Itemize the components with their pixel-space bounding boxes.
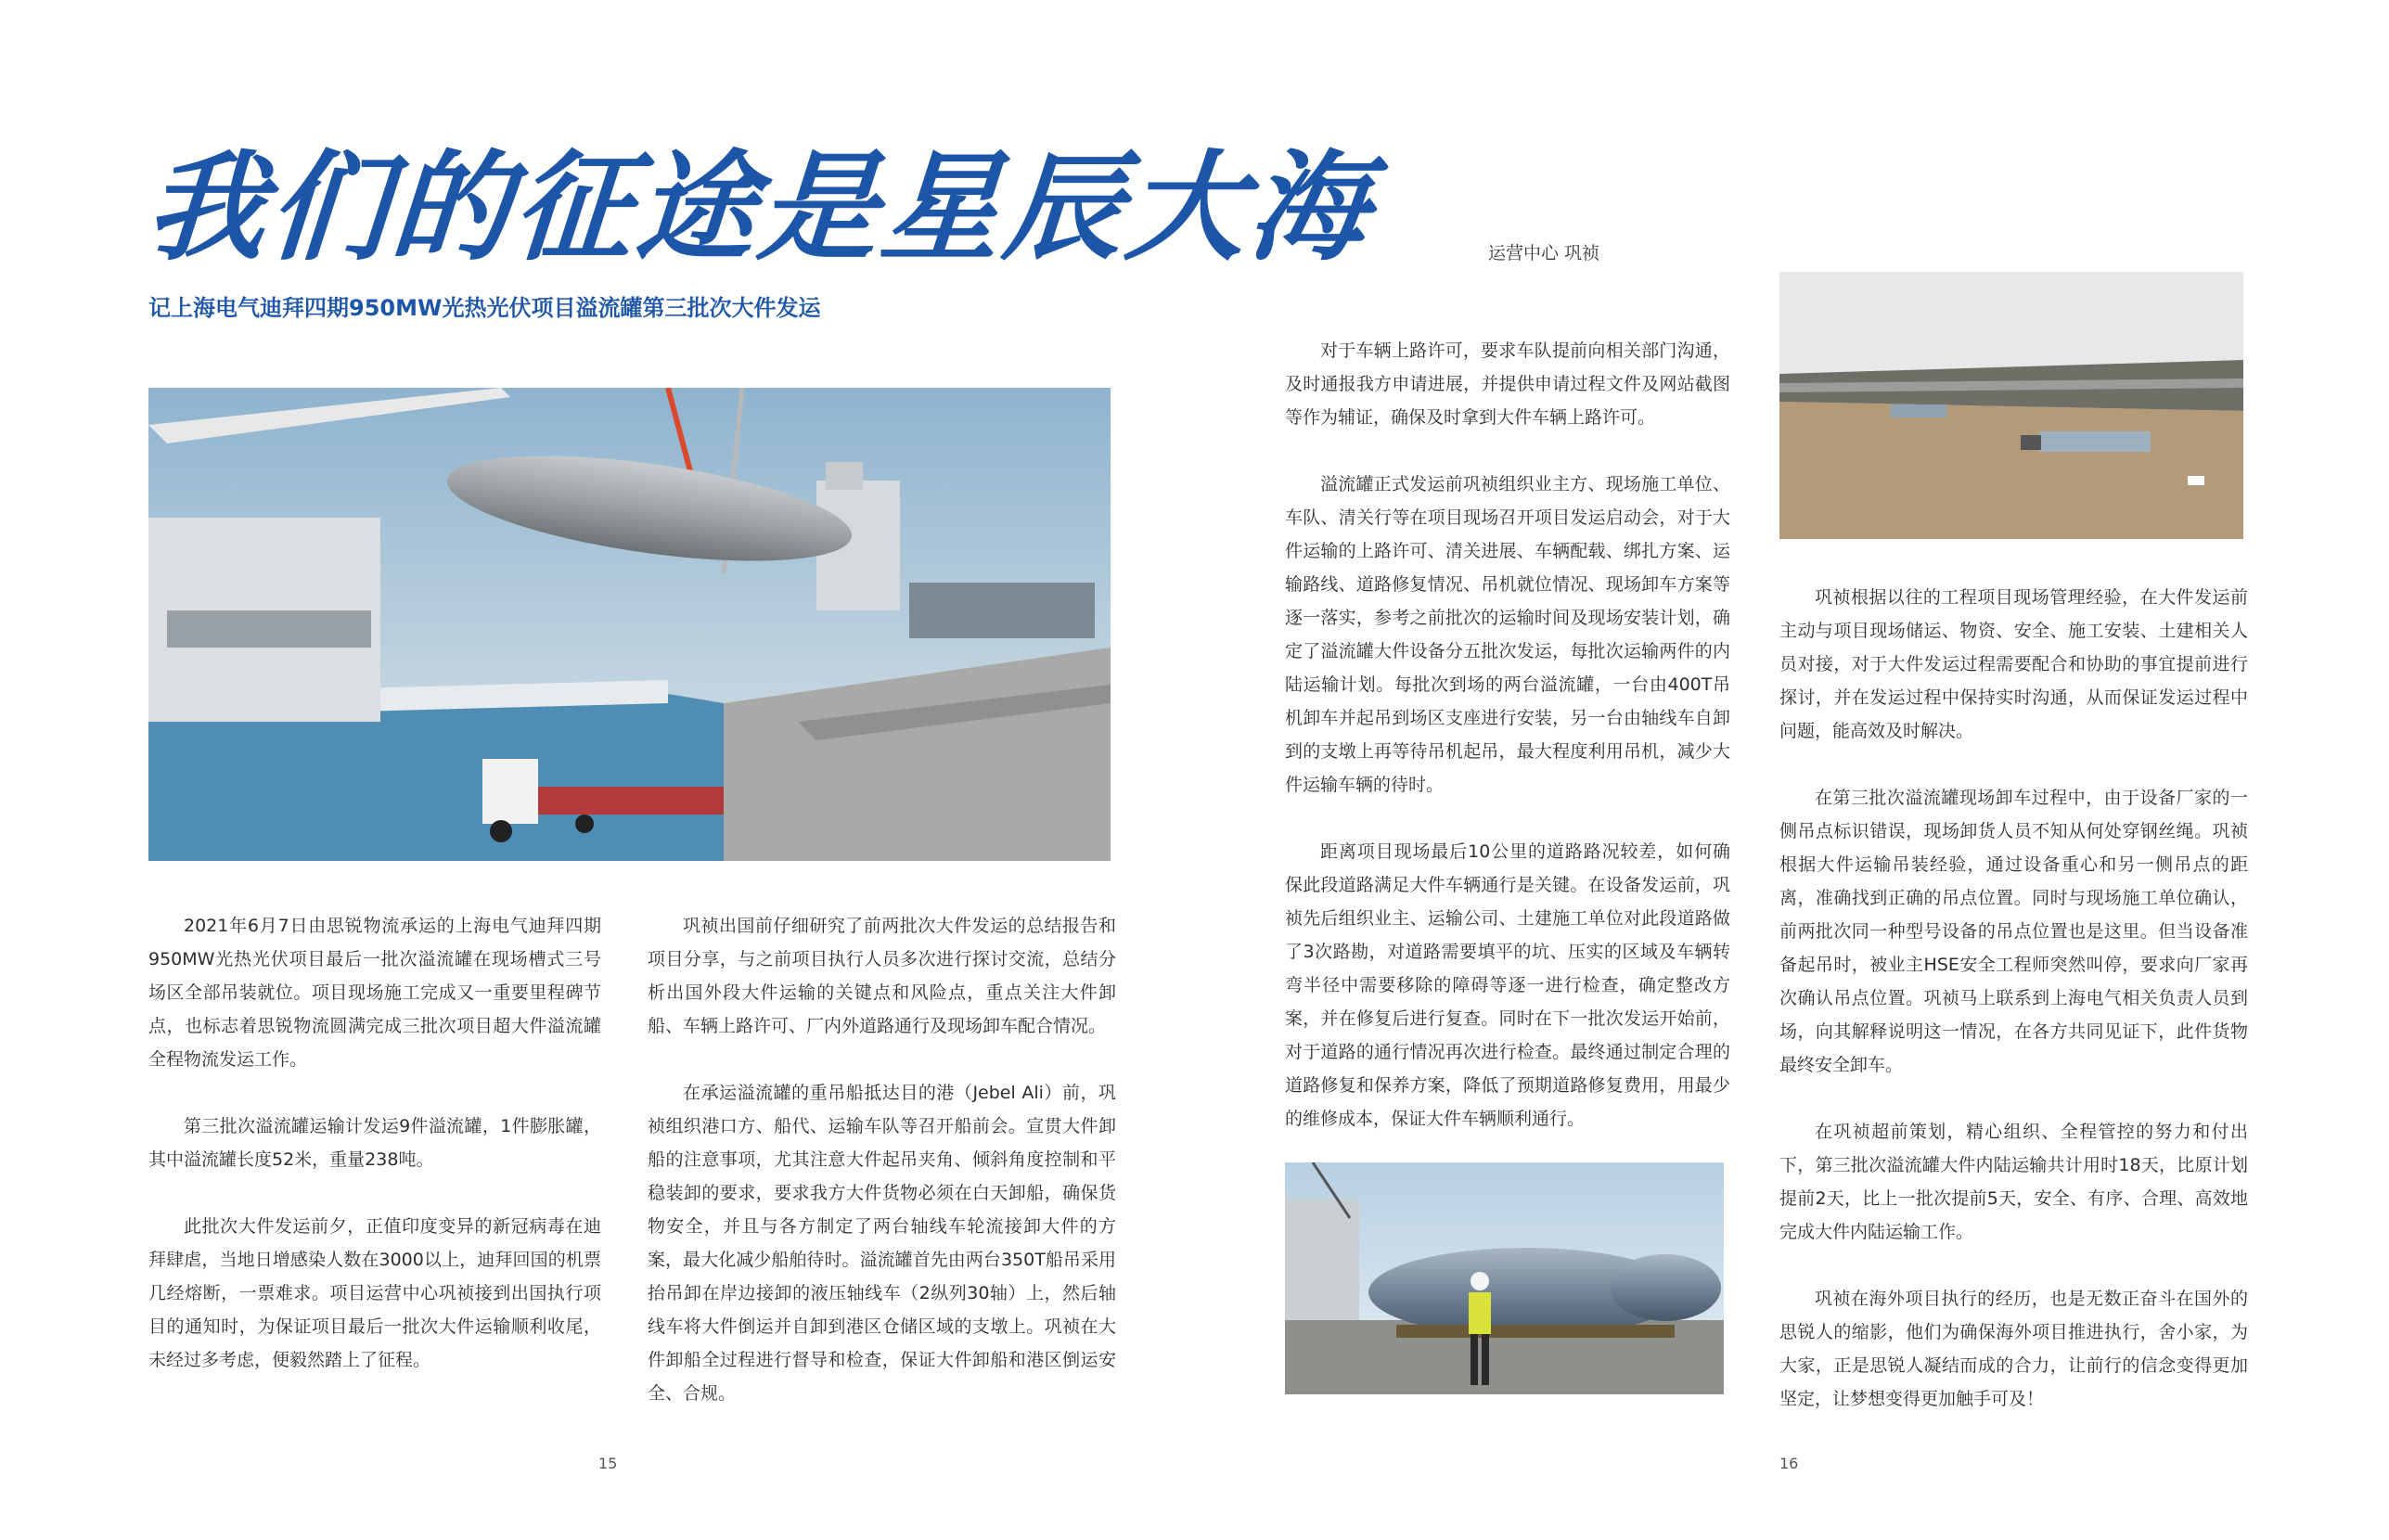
paragraph: 巩祯根据以往的工程项目现场管理经验，在大件发运前主动与项目现场储运、物资、安全、施工安装、土建相关人员对接，对于大件发运过程需要配合和协助的事宜提前进行探讨，并在发运过程中保持实时沟通，从而保证发运过程中问题，能高效及时解决。 [1779, 587, 2248, 741]
paragraph: 对于车辆上路许可，要求车队提前向相关部门沟通，及时通报我方申请进展，并提供申请过程文件及网站截图等作为辅证，确保及时拿到大件车辆上路许可。 [1285, 340, 1730, 428]
paragraph: 在巩祯超前策划，精心组织、全程管控的努力和付出下，第三批次溢流罐大件内陆运输共计用时18天，比原计划提前2天，比上一批次提前5天，安全、有序、合理、高效地完成大件内陆运输工作。 [1779, 1122, 2248, 1242]
paragraph: 此批次大件发运前夕，正值印度变异的新冠病毒在迪拜肆虐，当地日增感染人数在3000以上，迪拜回国的机票几经熔断，一票难求。项目运营中心巩祯接到出国执行项目的通知时，为保证项目最后一批次大件运输顺利收尾，未经过多考虑，便毅然踏上了征程。 [148, 1216, 601, 1370]
photo-tanks-worker [1285, 1162, 1724, 1394]
paragraph: 距离项目现场最后10公里的道路路况较差，如何确保此段道路满足大件车辆通行是关键。在设备发运前，巩祯先后组织业主、运输公司、土建施工单位对此段道路做了3次路勘，对道路需要填平的坑、压实的区域及车辆转弯半径中需要移除的障碍等逐一进行检查，确定整改方案，并在修复后进行复查。同时在下一批次发运开始前，对于道路的通行情况再次进行检查。最终通过制定合理的道路修复和保养方案，降低了预期道路修复费用，用最少的维修成本，保证大件车辆顺利通行。 [1285, 841, 1730, 1129]
column-1 [148, 909, 601, 1377]
column-2 [648, 909, 1116, 1410]
page-number-right: 16 [1779, 1455, 1799, 1472]
paragraph: 巩祯出国前仔细研究了前两批次大件发运的总结报告和项目分享，与之前项目执行人员多次进行探讨交流，总结分析出国外段大件运输的关键点和风险点，重点关注大件卸船、车辆上路许可、厂内外道路通行及现场卸车配合情况。 [648, 916, 1116, 1036]
column-4 [1779, 581, 2248, 1416]
paragraph: 在承运溢流罐的重吊船抵达目的港（Jebel Ali）前，巩祯组织港口方、船代、运输车队等召开船前会。宣贯大件卸船的注意事项，尤其注意大件起吊夹角、倾斜角度控制和平稳装卸的要求，要求我方大件货物必须在白天卸船，确保货物安全，并且与各方制定了两台轴线车轮流接卸大件的方案，最大化减少船舶待时。溢流罐首先由两台350T船吊采用抬吊卸在岸边接卸的液压轴线车（2纵列30轴）上，然后轴线车将大件倒运并自卸到港区仓储区域的支墩上。巩祯在大件卸船全过程进行督导和检查，保证大件卸船和港区倒运安全、合规。 [648, 1083, 1116, 1404]
photo-road-transport [1779, 272, 2243, 539]
paragraph: 溢流罐正式发运前巩祯组织业主方、现场施工单位、车队、清关行等在项目现场召开项目发运启动会，对于大件运输的上路许可、清关进展、车辆配载、绑扎方案、运输路线、道路修复情况、吊机就位情况、现场卸车方案等逐一落实，参考之前批次的运输时间及现场安装计划，确定了溢流罐大件设备分五批次发运，每批次运输两件的内陆运输计划。每批次到场的两台溢流罐，一台由400T吊机卸车并起吊到场区支座进行安装，另一台由轴线车自卸到的支墩上再等待吊机起吊，最大程度利用吊机，减少大件运输车辆的待时。 [1285, 474, 1730, 795]
column-3 [1285, 334, 1730, 1136]
author-byline: 运营中心 巩祯 [1488, 243, 1600, 263]
paragraph: 2021年6月7日由思锐物流承运的上海电气迪拜四期950MW光热光伏项目最后一批次溢流罐在现场槽式三号场区全部吊装就位。项目现场施工完成又一重要里程碑节点，也标志着思锐物流圆满完成三批次项目超大件溢流罐全程物流发运工作。 [148, 916, 601, 1070]
page-title: 我们的征途是星辰大海 [141, 139, 1377, 277]
paragraph: 巩祯在海外项目执行的经历，也是无数正奋斗在国外的思锐人的缩影，他们为确保海外项目推进执行，舍小家，为大家，正是思锐人凝结而成的合力，让前行的信念变得更加坚定，让梦想变得更加触手可及！ [1779, 1289, 2248, 1409]
subtitle: 记上海电气迪拜四期950MW光热光伏项目溢流罐第三批次大件发运 [148, 295, 821, 321]
page-number-left: 15 [598, 1455, 618, 1472]
paragraph: 第三批次溢流罐运输计发运9件溢流罐，1件膨胀罐，其中溢流罐长度52米，重量238吨。 [148, 1116, 601, 1170]
paragraph: 在第三批次溢流罐现场卸车过程中，由于设备厂家的一侧吊点标识错误，现场卸货人员不知从何处穿钢丝绳。巩祯根据大件运输吊装经验，通过设备重心和另一侧吊点的距离，准确找到正确的吊点位置。同时与现场施工单位确认，前两批次同一种型号设备的吊点位置也是这里。但当设备准备起吊时，被业主HSE安全工程师突然叫停，要求向厂家再次确认吊点位置。巩祯马上联系到上海电气相关负责人员到场，向其解释说明这一情况，在各方共同见证下，此件货物最终安全卸车。 [1779, 788, 2248, 1075]
photo-port-unloading [148, 388, 1111, 861]
